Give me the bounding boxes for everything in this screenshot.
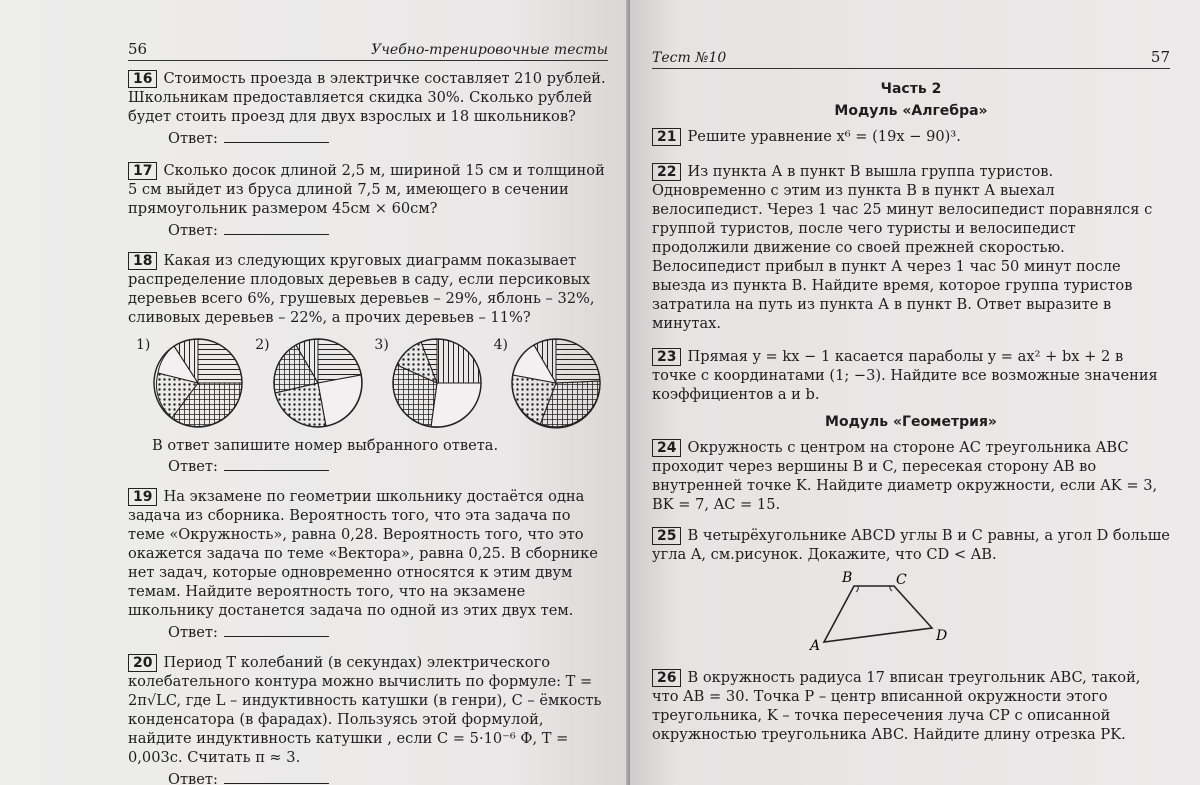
pie-option-4[interactable] (494, 337, 602, 429)
task-text: Окружность с центром на стороне AC треугольника ABC проходит через вершины B и C, пересекая сторону AB во внутренней точке K. Найдите диаметр окружности, если AK = 3, BK = 7, AC = 15. (652, 439, 1158, 513)
task-number: 18 (128, 252, 157, 270)
answer-blank[interactable] (224, 234, 329, 235)
task-number: 16 (128, 70, 157, 88)
task-number: 19 (128, 488, 157, 506)
left-running-head (128, 40, 608, 61)
answer-line (168, 458, 608, 475)
right-running-head (652, 48, 1170, 69)
task-26 (652, 668, 1170, 744)
pie-diagram-4 (510, 337, 602, 429)
task-number: 20 (128, 654, 157, 672)
pie-label: 3) (374, 337, 389, 353)
answer-label: Ответ: (168, 458, 218, 475)
pie-diagram-3 (391, 337, 483, 429)
answer-label: Ответ: (168, 222, 218, 239)
answer-blank[interactable] (224, 783, 329, 784)
task-number: 23 (652, 348, 681, 366)
left-page-number: 56 (128, 40, 148, 58)
task-number: 25 (652, 527, 681, 545)
answer-blank[interactable] (224, 636, 329, 637)
task-number: 24 (652, 439, 681, 457)
answer-line (168, 130, 608, 147)
task-21 (652, 127, 1170, 146)
task-text: Стоимость проезда в электричке составляет 210 рублей. Школьникам предоставляется скидка 30%. Сколько рублей будет стоить проезд для двух взрослых и 18 школьников? (128, 70, 606, 125)
pie-diagram-2 (272, 337, 364, 429)
pie-diagram-1 (152, 337, 244, 429)
pie-label: 4) (493, 337, 508, 353)
left-running-title: Учебно-тренировочные тесты (371, 42, 608, 58)
task-16 (128, 69, 608, 126)
task-text: Период T колебаний (в секундах) электрического колебательного контура можно вычислить по формуле: T = 2π√LC, где L – индуктивность катушки (в генри), C – ёмкость конденсатора (в фарадах). Пользуясь этой формулой, найдите индуктивность катушки , если C = 5·10⁻⁶ Ф, T = 0,003с. Считать π ≈ 3. (128, 654, 602, 766)
task-number: 26 (652, 669, 681, 687)
task-20 (128, 653, 608, 767)
task-number: 17 (128, 162, 157, 180)
task-22 (652, 162, 1170, 333)
task-text: Решите уравнение x⁶ = (19x − 90)³. (687, 128, 961, 145)
task-text: Сколько досок длиной 2,5 м, шириной 15 см и толщиной 5 см выйдет из бруса длиной 7,5 м, имеющего в сечении прямоугольник размером 45см × 60см? (128, 162, 605, 217)
task-number: 21 (652, 128, 681, 146)
right-page (630, 0, 1200, 785)
answer-label: Ответ: (168, 771, 218, 785)
vertex-label-a: A (810, 638, 821, 654)
answer-line (168, 624, 608, 641)
vertex-label-d: D (936, 628, 948, 644)
task-text: Из пункта А в пункт В вышла группа туристов. Одновременно с этим из пункта В в пункт А выехал велосипедист. Через 1 час 25 минут велосипедист поравнялся с группой туристов, после чего туристы и велосипедист продолжили движение со своей прежней скоростью. Велосипедист прибыл в пункт А через 1 час 50 минут после выезда из пункта В. Найдите время, которое группа туристов затратила на путь из пункта А в пункт В. Ответ выразите в минутах. (652, 163, 1153, 332)
pie-label: 2) (255, 337, 270, 353)
pie-label: 1) (136, 337, 151, 353)
task-23 (652, 347, 1170, 404)
answer-blank[interactable] (224, 142, 329, 143)
right-page-number: 57 (1150, 48, 1170, 66)
task-number: 22 (652, 163, 681, 181)
task-text: На экзамене по геометрии школьнику достаётся одна задача из сборника. Вероятность того, что эта задача по теме «Окружность», равна 0,28. Вероятность того, что это окажется задача по теме «Вектора», равна 0,25. В сборнике нет задач, которые одновременно относятся к этим двум темам. Найдите вероятность того, что на экзамене школьнику достанется задача по одной из этих двух тем. (128, 488, 598, 619)
answer-line (168, 222, 608, 239)
task-text: В окружность радиуса 17 вписан треугольник ABC, такой, что AB = 30. Точка P – центр вписанной окружности этого треугольника, K – точка пересечения луча CP с описанной окружностью треугольника ABC. Найдите длину отрезка PK. (652, 669, 1141, 743)
task-text: В четырёхугольнике ABCD углы B и C равны, а угол D больше угла A, см.рисунок. Докажите, что CD < AB. (652, 527, 1170, 563)
task-25 (652, 526, 1170, 564)
answer-label: Ответ: (168, 624, 218, 641)
pie-option-2[interactable] (255, 337, 363, 429)
right-running-title: Тест №10 (652, 50, 727, 66)
quadrilateral-figure (802, 570, 1170, 662)
pie-chart-options (136, 337, 602, 429)
task-18 (128, 251, 608, 327)
task-17 (128, 161, 608, 218)
task-text: Какая из следующих круговых диаграмм показывает распределение плодовых деревьев в саду, если персиковых деревьев всего 6%, грушевых деревьев – 29%, яблонь – 32%, сливовых деревьев – 22%, а прочих деревьев – 11%? (128, 252, 595, 326)
answer-label: Ответ: (168, 130, 218, 147)
pie-note: В ответ запишите номер выбранного ответа. (152, 437, 499, 454)
module-algebra-heading: Модуль «Алгебра» (834, 103, 988, 119)
answer-blank[interactable] (224, 470, 329, 471)
task-24 (652, 438, 1170, 514)
part-title: Часть 2 (880, 81, 942, 97)
pie-option-3[interactable] (374, 337, 482, 429)
vertex-label-c: C (896, 572, 907, 588)
quadrilateral-abcd (802, 570, 962, 658)
pie-option-1[interactable] (136, 337, 244, 429)
module-geometry-heading: Модуль «Геометрия» (825, 414, 997, 430)
task-19 (128, 487, 608, 620)
answer-line (168, 771, 608, 785)
vertex-label-b: B (842, 570, 853, 586)
task-text: Прямая y = kx − 1 касается параболы y = ax² + bx + 2 в точке с координатами (1; −3). Найдите все возможные значения коэффициентов a и b. (652, 348, 1158, 403)
